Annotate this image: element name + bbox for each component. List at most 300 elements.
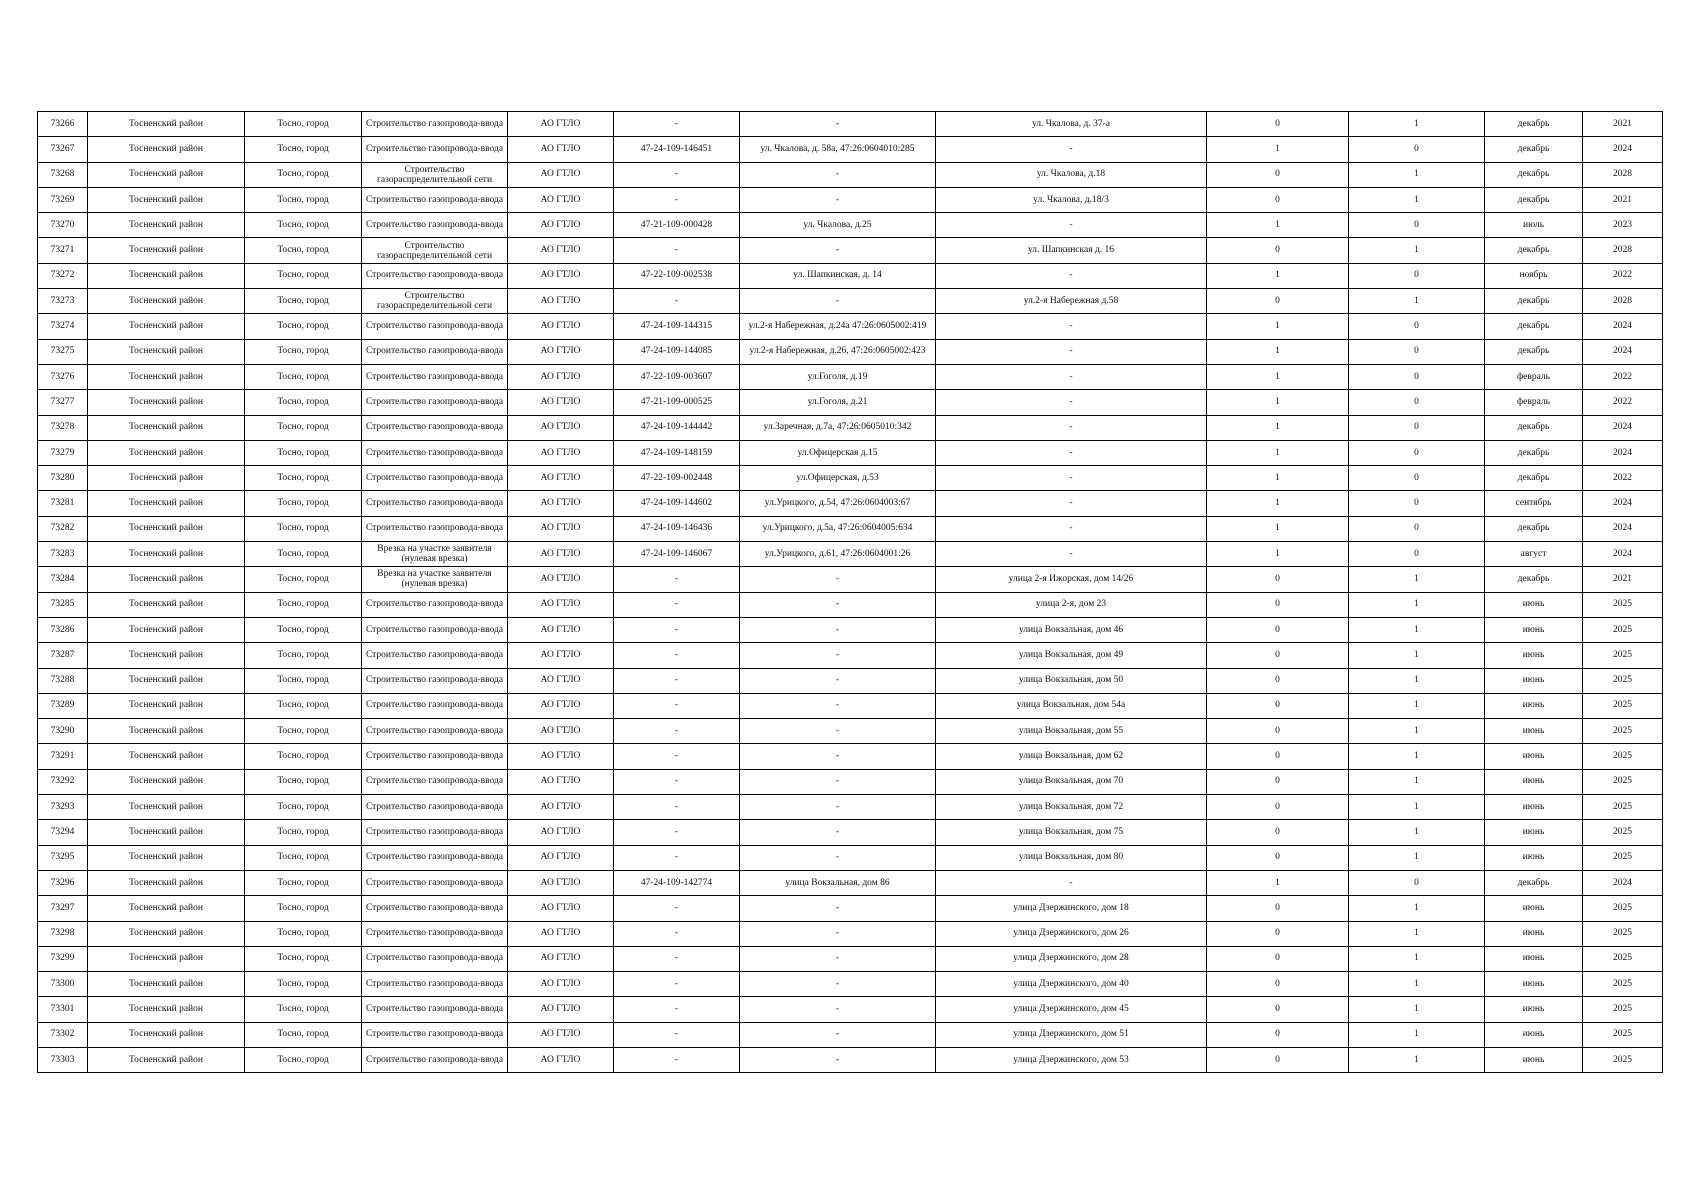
- cell-year: 2024: [1583, 339, 1663, 364]
- cell-year: 2025: [1583, 946, 1663, 971]
- cell-count-a: 1: [1207, 314, 1349, 339]
- cell-year: 2025: [1583, 592, 1663, 617]
- cell-count-b: 1: [1349, 567, 1485, 592]
- cell-count-b: 1: [1349, 845, 1485, 870]
- cell-district: Тосненский район: [88, 592, 245, 617]
- cell-month: июнь: [1485, 946, 1583, 971]
- table-row: [38, 896, 1663, 921]
- cell-month: сентябрь: [1485, 491, 1583, 516]
- cell-id: 73272: [38, 263, 88, 288]
- cell-year: 2024: [1583, 415, 1663, 440]
- cell-count-a: 0: [1207, 112, 1349, 137]
- cell-month: декабрь: [1485, 187, 1583, 212]
- cell-id: 73279: [38, 440, 88, 465]
- cell-locality: Тосно, город: [245, 896, 362, 921]
- cell-address: ул. Чкалова, д.18/3: [936, 187, 1207, 212]
- cell-organization: АО ГТЛО: [508, 263, 614, 288]
- cell-month: декабрь: [1485, 289, 1583, 314]
- cell-month: июнь: [1485, 1022, 1583, 1047]
- cell-address-with-cadastre: -: [740, 795, 936, 820]
- cell-district: Тосненский район: [88, 542, 245, 567]
- cell-locality: Тосно, город: [245, 972, 362, 997]
- cell-address-with-cadastre: -: [740, 997, 936, 1022]
- cell-permit-number: -: [614, 820, 740, 845]
- table-row: [38, 1047, 1663, 1072]
- cell-year: 2022: [1583, 390, 1663, 415]
- cell-district: Тосненский район: [88, 946, 245, 971]
- cell-count-b: 1: [1349, 1022, 1485, 1047]
- cell-work-type: Строительство газопровода-ввода: [362, 668, 508, 693]
- cell-year: 2025: [1583, 668, 1663, 693]
- cell-district: Тосненский район: [88, 921, 245, 946]
- cell-address: улица Дзержинского, дом 45: [936, 997, 1207, 1022]
- cell-organization: АО ГТЛО: [508, 744, 614, 769]
- cell-month: июнь: [1485, 592, 1583, 617]
- table-row: [38, 466, 1663, 491]
- cell-work-type: Строительство газораспределительной сети: [362, 289, 508, 314]
- cell-address: ул.2-я Набережная д.58: [936, 289, 1207, 314]
- cell-id: 73297: [38, 896, 88, 921]
- cell-year: 2021: [1583, 187, 1663, 212]
- cell-address-with-cadastre: -: [740, 693, 936, 718]
- cell-work-type: Строительство газопровода-ввода: [362, 769, 508, 794]
- table-row: [38, 870, 1663, 895]
- cell-id: 73293: [38, 795, 88, 820]
- cell-address: улица Вокзальная, дом 80: [936, 845, 1207, 870]
- cell-id: 73280: [38, 466, 88, 491]
- cell-organization: АО ГТЛО: [508, 845, 614, 870]
- cell-id: 73285: [38, 592, 88, 617]
- cell-address-with-cadastre: улица Вокзальная, дом 86: [740, 870, 936, 895]
- cell-month: июнь: [1485, 795, 1583, 820]
- cell-year: 2022: [1583, 466, 1663, 491]
- table-row: [38, 972, 1663, 997]
- cell-permit-number: -: [614, 112, 740, 137]
- cell-month: ноябрь: [1485, 263, 1583, 288]
- cell-count-a: 0: [1207, 592, 1349, 617]
- table-row: [38, 542, 1663, 567]
- cell-district: Тосненский район: [88, 390, 245, 415]
- cell-count-b: 0: [1349, 466, 1485, 491]
- cell-month: июнь: [1485, 693, 1583, 718]
- cell-year: 2024: [1583, 491, 1663, 516]
- cell-count-a: 1: [1207, 491, 1349, 516]
- cell-permit-number: -: [614, 162, 740, 187]
- cell-permit-number: -: [614, 617, 740, 642]
- cell-address-with-cadastre: -: [740, 592, 936, 617]
- cell-month: июнь: [1485, 769, 1583, 794]
- table-row: [38, 921, 1663, 946]
- cell-count-b: 1: [1349, 972, 1485, 997]
- cell-district: Тосненский район: [88, 112, 245, 137]
- cell-count-a: 1: [1207, 440, 1349, 465]
- cell-count-b: 0: [1349, 364, 1485, 389]
- cell-permit-number: -: [614, 668, 740, 693]
- cell-address: улица Дзержинского, дом 26: [936, 921, 1207, 946]
- cell-district: Тосненский район: [88, 617, 245, 642]
- cell-work-type: Строительство газопровода-ввода: [362, 896, 508, 921]
- cell-count-b: 1: [1349, 820, 1485, 845]
- cell-address-with-cadastre: ул.Офицерская, д.53: [740, 466, 936, 491]
- cell-permit-number: -: [614, 187, 740, 212]
- cell-id: 73284: [38, 567, 88, 592]
- cell-address: ул. Чкалова, д. 37-а: [936, 112, 1207, 137]
- cell-locality: Тосно, город: [245, 415, 362, 440]
- cell-work-type: Строительство газопровода-ввода: [362, 795, 508, 820]
- cell-month: февраль: [1485, 364, 1583, 389]
- cell-address: улица Дзержинского, дом 28: [936, 946, 1207, 971]
- cell-year: 2022: [1583, 263, 1663, 288]
- cell-count-b: 0: [1349, 390, 1485, 415]
- cell-address-with-cadastre: -: [740, 921, 936, 946]
- cell-id: 73300: [38, 972, 88, 997]
- cell-count-b: 1: [1349, 617, 1485, 642]
- cell-count-b: 1: [1349, 795, 1485, 820]
- cell-organization: АО ГТЛО: [508, 946, 614, 971]
- cell-id: 73266: [38, 112, 88, 137]
- cell-organization: АО ГТЛО: [508, 542, 614, 567]
- cell-locality: Тосно, город: [245, 1022, 362, 1047]
- cell-address: -: [936, 213, 1207, 238]
- cell-count-a: 0: [1207, 972, 1349, 997]
- cell-district: Тосненский район: [88, 972, 245, 997]
- cell-count-b: 0: [1349, 491, 1485, 516]
- cell-month: декабрь: [1485, 137, 1583, 162]
- cell-permit-number: 47-24-109-144442: [614, 415, 740, 440]
- cell-month: июнь: [1485, 972, 1583, 997]
- cell-locality: Тосно, город: [245, 795, 362, 820]
- cell-work-type: Строительство газопровода-ввода: [362, 693, 508, 718]
- cell-permit-number: 47-22-109-003607: [614, 364, 740, 389]
- cell-count-a: 1: [1207, 466, 1349, 491]
- cell-year: 2024: [1583, 870, 1663, 895]
- cell-year: 2024: [1583, 137, 1663, 162]
- cell-year: 2025: [1583, 769, 1663, 794]
- table-row: [38, 187, 1663, 212]
- cell-address-with-cadastre: -: [740, 769, 936, 794]
- cell-count-b: 0: [1349, 440, 1485, 465]
- cell-address-with-cadastre: -: [740, 1047, 936, 1072]
- cell-locality: Тосно, город: [245, 820, 362, 845]
- cell-count-a: 0: [1207, 693, 1349, 718]
- cell-address-with-cadastre: ул. Чкалова, д. 58а, 47:26:0604010:285: [740, 137, 936, 162]
- cell-month: декабрь: [1485, 162, 1583, 187]
- table-row: [38, 592, 1663, 617]
- cell-address-with-cadastre: ул.Гоголя, д.21: [740, 390, 936, 415]
- cell-permit-number: 47-24-109-144085: [614, 339, 740, 364]
- cell-work-type: Строительство газопровода-ввода: [362, 415, 508, 440]
- cell-count-b: 1: [1349, 592, 1485, 617]
- cell-permit-number: -: [614, 896, 740, 921]
- cell-id: 73282: [38, 516, 88, 541]
- cell-id: 73294: [38, 820, 88, 845]
- cell-address-with-cadastre: -: [740, 187, 936, 212]
- cell-locality: Тосно, город: [245, 390, 362, 415]
- table-body: [38, 112, 1663, 1073]
- cell-address-with-cadastre: ул.2-я Набережная, д.26, 47:26:0605002:423: [740, 339, 936, 364]
- cell-address-with-cadastre: -: [740, 896, 936, 921]
- cell-organization: АО ГТЛО: [508, 617, 614, 642]
- cell-permit-number: -: [614, 972, 740, 997]
- table-row: [38, 719, 1663, 744]
- cell-permit-number: -: [614, 643, 740, 668]
- cell-work-type: Строительство газопровода-ввода: [362, 744, 508, 769]
- cell-count-a: 0: [1207, 289, 1349, 314]
- cell-district: Тосненский район: [88, 769, 245, 794]
- cell-year: 2028: [1583, 162, 1663, 187]
- cell-work-type: Строительство газопровода-ввода: [362, 845, 508, 870]
- cell-address: -: [936, 516, 1207, 541]
- cell-permit-number: -: [614, 567, 740, 592]
- cell-count-b: 1: [1349, 997, 1485, 1022]
- table-row: [38, 946, 1663, 971]
- cell-id: 73290: [38, 719, 88, 744]
- cell-count-b: 0: [1349, 137, 1485, 162]
- cell-work-type: Строительство газопровода-ввода: [362, 390, 508, 415]
- cell-count-a: 0: [1207, 1047, 1349, 1072]
- cell-locality: Тосно, город: [245, 238, 362, 263]
- cell-count-a: 1: [1207, 870, 1349, 895]
- cell-work-type: Врезка на участке заявителя (нулевая врезка): [362, 542, 508, 567]
- cell-permit-number: -: [614, 795, 740, 820]
- cell-district: Тосненский район: [88, 668, 245, 693]
- cell-year: 2025: [1583, 1047, 1663, 1072]
- cell-locality: Тосно, город: [245, 870, 362, 895]
- cell-locality: Тосно, город: [245, 339, 362, 364]
- cell-id: 73292: [38, 769, 88, 794]
- cell-work-type: Строительство газопровода-ввода: [362, 820, 508, 845]
- cell-district: Тосненский район: [88, 415, 245, 440]
- cell-address-with-cadastre: -: [740, 112, 936, 137]
- cell-count-a: 0: [1207, 162, 1349, 187]
- cell-district: Тосненский район: [88, 719, 245, 744]
- cell-locality: Тосно, город: [245, 440, 362, 465]
- cell-year: 2025: [1583, 744, 1663, 769]
- cell-address: -: [936, 542, 1207, 567]
- cell-organization: АО ГТЛО: [508, 314, 614, 339]
- cell-address-with-cadastre: -: [740, 617, 936, 642]
- cell-organization: АО ГТЛО: [508, 668, 614, 693]
- cell-locality: Тосно, город: [245, 314, 362, 339]
- cell-district: Тосненский район: [88, 162, 245, 187]
- cell-permit-number: 47-24-109-144602: [614, 491, 740, 516]
- cell-year: 2023: [1583, 213, 1663, 238]
- cell-year: 2025: [1583, 719, 1663, 744]
- cell-address-with-cadastre: ул.Урицкого, д.54, 47:26:0604003:67: [740, 491, 936, 516]
- cell-count-b: 1: [1349, 289, 1485, 314]
- table-row: [38, 213, 1663, 238]
- cell-district: Тосненский район: [88, 137, 245, 162]
- cell-address-with-cadastre: -: [740, 845, 936, 870]
- cell-id: 73296: [38, 870, 88, 895]
- cell-month: июль: [1485, 213, 1583, 238]
- cell-work-type: Строительство газораспределительной сети: [362, 162, 508, 187]
- cell-count-b: 0: [1349, 314, 1485, 339]
- cell-address: улица Вокзальная, дом 70: [936, 769, 1207, 794]
- cell-organization: АО ГТЛО: [508, 289, 614, 314]
- cell-year: 2025: [1583, 795, 1663, 820]
- cell-district: Тосненский район: [88, 896, 245, 921]
- cell-work-type: Строительство газопровода-ввода: [362, 1047, 508, 1072]
- cell-address-with-cadastre: ул.Заречная, д.7а, 47:26:0605010:342: [740, 415, 936, 440]
- cell-id: 73288: [38, 668, 88, 693]
- cell-month: июнь: [1485, 921, 1583, 946]
- table-row: [38, 440, 1663, 465]
- cell-locality: Тосно, город: [245, 1047, 362, 1072]
- cell-district: Тосненский район: [88, 643, 245, 668]
- cell-address: улица Вокзальная, дом 72: [936, 795, 1207, 820]
- cell-address: улица Дзержинского, дом 53: [936, 1047, 1207, 1072]
- cell-month: декабрь: [1485, 466, 1583, 491]
- table-row: [38, 390, 1663, 415]
- cell-district: Тосненский район: [88, 1022, 245, 1047]
- cell-work-type: Строительство газопровода-ввода: [362, 263, 508, 288]
- cell-organization: АО ГТЛО: [508, 795, 614, 820]
- table-row: [38, 491, 1663, 516]
- cell-address-with-cadastre: ул.2-я Набережная, д.24а 47:26:0605002:419: [740, 314, 936, 339]
- cell-work-type: Строительство газопровода-ввода: [362, 1022, 508, 1047]
- cell-locality: Тосно, город: [245, 997, 362, 1022]
- cell-year: 2025: [1583, 997, 1663, 1022]
- cell-permit-number: 47-24-109-146436: [614, 516, 740, 541]
- cell-id: 73302: [38, 1022, 88, 1047]
- cell-organization: АО ГТЛО: [508, 137, 614, 162]
- cell-organization: АО ГТЛО: [508, 567, 614, 592]
- cell-count-b: 0: [1349, 415, 1485, 440]
- cell-count-b: 0: [1349, 542, 1485, 567]
- cell-organization: АО ГТЛО: [508, 390, 614, 415]
- cell-count-a: 1: [1207, 137, 1349, 162]
- cell-address-with-cadastre: -: [740, 744, 936, 769]
- table-row: [38, 263, 1663, 288]
- cell-address: -: [936, 339, 1207, 364]
- table-row: [38, 567, 1663, 592]
- cell-organization: АО ГТЛО: [508, 238, 614, 263]
- cell-work-type: Строительство газопровода-ввода: [362, 187, 508, 212]
- cell-count-a: 0: [1207, 1022, 1349, 1047]
- cell-address-with-cadastre: -: [740, 567, 936, 592]
- cell-address: -: [936, 314, 1207, 339]
- table-row: [38, 643, 1663, 668]
- cell-permit-number: -: [614, 744, 740, 769]
- cell-locality: Тосно, город: [245, 263, 362, 288]
- cell-permit-number: 47-24-109-146067: [614, 542, 740, 567]
- cell-district: Тосненский район: [88, 845, 245, 870]
- cell-organization: АО ГТЛО: [508, 516, 614, 541]
- cell-district: Тосненский район: [88, 516, 245, 541]
- cell-work-type: Строительство газопровода-ввода: [362, 213, 508, 238]
- cell-locality: Тосно, город: [245, 466, 362, 491]
- cell-district: Тосненский район: [88, 466, 245, 491]
- cell-locality: Тосно, город: [245, 364, 362, 389]
- cell-address: улица Вокзальная, дом 75: [936, 820, 1207, 845]
- cell-locality: Тосно, город: [245, 162, 362, 187]
- cell-organization: АО ГТЛО: [508, 719, 614, 744]
- cell-year: 2024: [1583, 314, 1663, 339]
- cell-locality: Тосно, город: [245, 187, 362, 212]
- cell-month: июнь: [1485, 997, 1583, 1022]
- cell-organization: АО ГТЛО: [508, 339, 614, 364]
- cell-count-a: 0: [1207, 896, 1349, 921]
- cell-count-b: 1: [1349, 187, 1485, 212]
- table-row: [38, 1022, 1663, 1047]
- cell-count-a: 0: [1207, 744, 1349, 769]
- cell-count-b: 1: [1349, 112, 1485, 137]
- cell-month: июнь: [1485, 719, 1583, 744]
- cell-count-b: 0: [1349, 213, 1485, 238]
- cell-month: декабрь: [1485, 238, 1583, 263]
- table-row: [38, 415, 1663, 440]
- cell-month: июнь: [1485, 896, 1583, 921]
- cell-address: -: [936, 137, 1207, 162]
- cell-permit-number: -: [614, 289, 740, 314]
- cell-locality: Тосно, город: [245, 643, 362, 668]
- cell-organization: АО ГТЛО: [508, 592, 614, 617]
- cell-organization: АО ГТЛО: [508, 972, 614, 997]
- cell-address: -: [936, 415, 1207, 440]
- cell-address: улица Дзержинского, дом 51: [936, 1022, 1207, 1047]
- cell-locality: Тосно, город: [245, 719, 362, 744]
- cell-count-b: 1: [1349, 1047, 1485, 1072]
- cell-count-b: 1: [1349, 693, 1485, 718]
- cell-address-with-cadastre: -: [740, 162, 936, 187]
- cell-work-type: Строительство газопровода-ввода: [362, 339, 508, 364]
- cell-count-b: 1: [1349, 946, 1485, 971]
- cell-locality: Тосно, город: [245, 617, 362, 642]
- cell-count-b: 1: [1349, 921, 1485, 946]
- cell-count-b: 1: [1349, 744, 1485, 769]
- cell-work-type: Строительство газопровода-ввода: [362, 921, 508, 946]
- cell-organization: АО ГТЛО: [508, 769, 614, 794]
- cell-count-b: 0: [1349, 516, 1485, 541]
- cell-year: 2024: [1583, 516, 1663, 541]
- table-row: [38, 744, 1663, 769]
- cell-organization: АО ГТЛО: [508, 415, 614, 440]
- cell-address-with-cadastre: -: [740, 972, 936, 997]
- cell-address-with-cadastre: -: [740, 643, 936, 668]
- cell-district: Тосненский район: [88, 440, 245, 465]
- cell-address-with-cadastre: ул.Урицкого, д.61, 47:26:0604001:26: [740, 542, 936, 567]
- table-row: [38, 314, 1663, 339]
- cell-id: 73276: [38, 364, 88, 389]
- cell-count-a: 1: [1207, 263, 1349, 288]
- cell-year: 2025: [1583, 693, 1663, 718]
- cell-month: декабрь: [1485, 415, 1583, 440]
- cell-permit-number: -: [614, 592, 740, 617]
- cell-organization: АО ГТЛО: [508, 693, 614, 718]
- cell-work-type: Строительство газопровода-ввода: [362, 997, 508, 1022]
- cell-month: август: [1485, 542, 1583, 567]
- cell-count-a: 0: [1207, 238, 1349, 263]
- cell-year: 2025: [1583, 617, 1663, 642]
- cell-district: Тосненский район: [88, 187, 245, 212]
- cell-district: Тосненский район: [88, 820, 245, 845]
- cell-month: июнь: [1485, 617, 1583, 642]
- cell-id: 73299: [38, 946, 88, 971]
- cell-district: Тосненский район: [88, 693, 245, 718]
- cell-address: -: [936, 466, 1207, 491]
- cell-permit-number: -: [614, 921, 740, 946]
- table-row: [38, 693, 1663, 718]
- cell-work-type: Строительство газопровода-ввода: [362, 516, 508, 541]
- cell-address: улица Вокзальная, дом 54а: [936, 693, 1207, 718]
- cell-month: июнь: [1485, 668, 1583, 693]
- cell-address-with-cadastre: -: [740, 946, 936, 971]
- cell-count-a: 0: [1207, 946, 1349, 971]
- cell-permit-number: 47-21-109-000525: [614, 390, 740, 415]
- cell-permit-number: 47-24-109-146451: [614, 137, 740, 162]
- table-row: [38, 668, 1663, 693]
